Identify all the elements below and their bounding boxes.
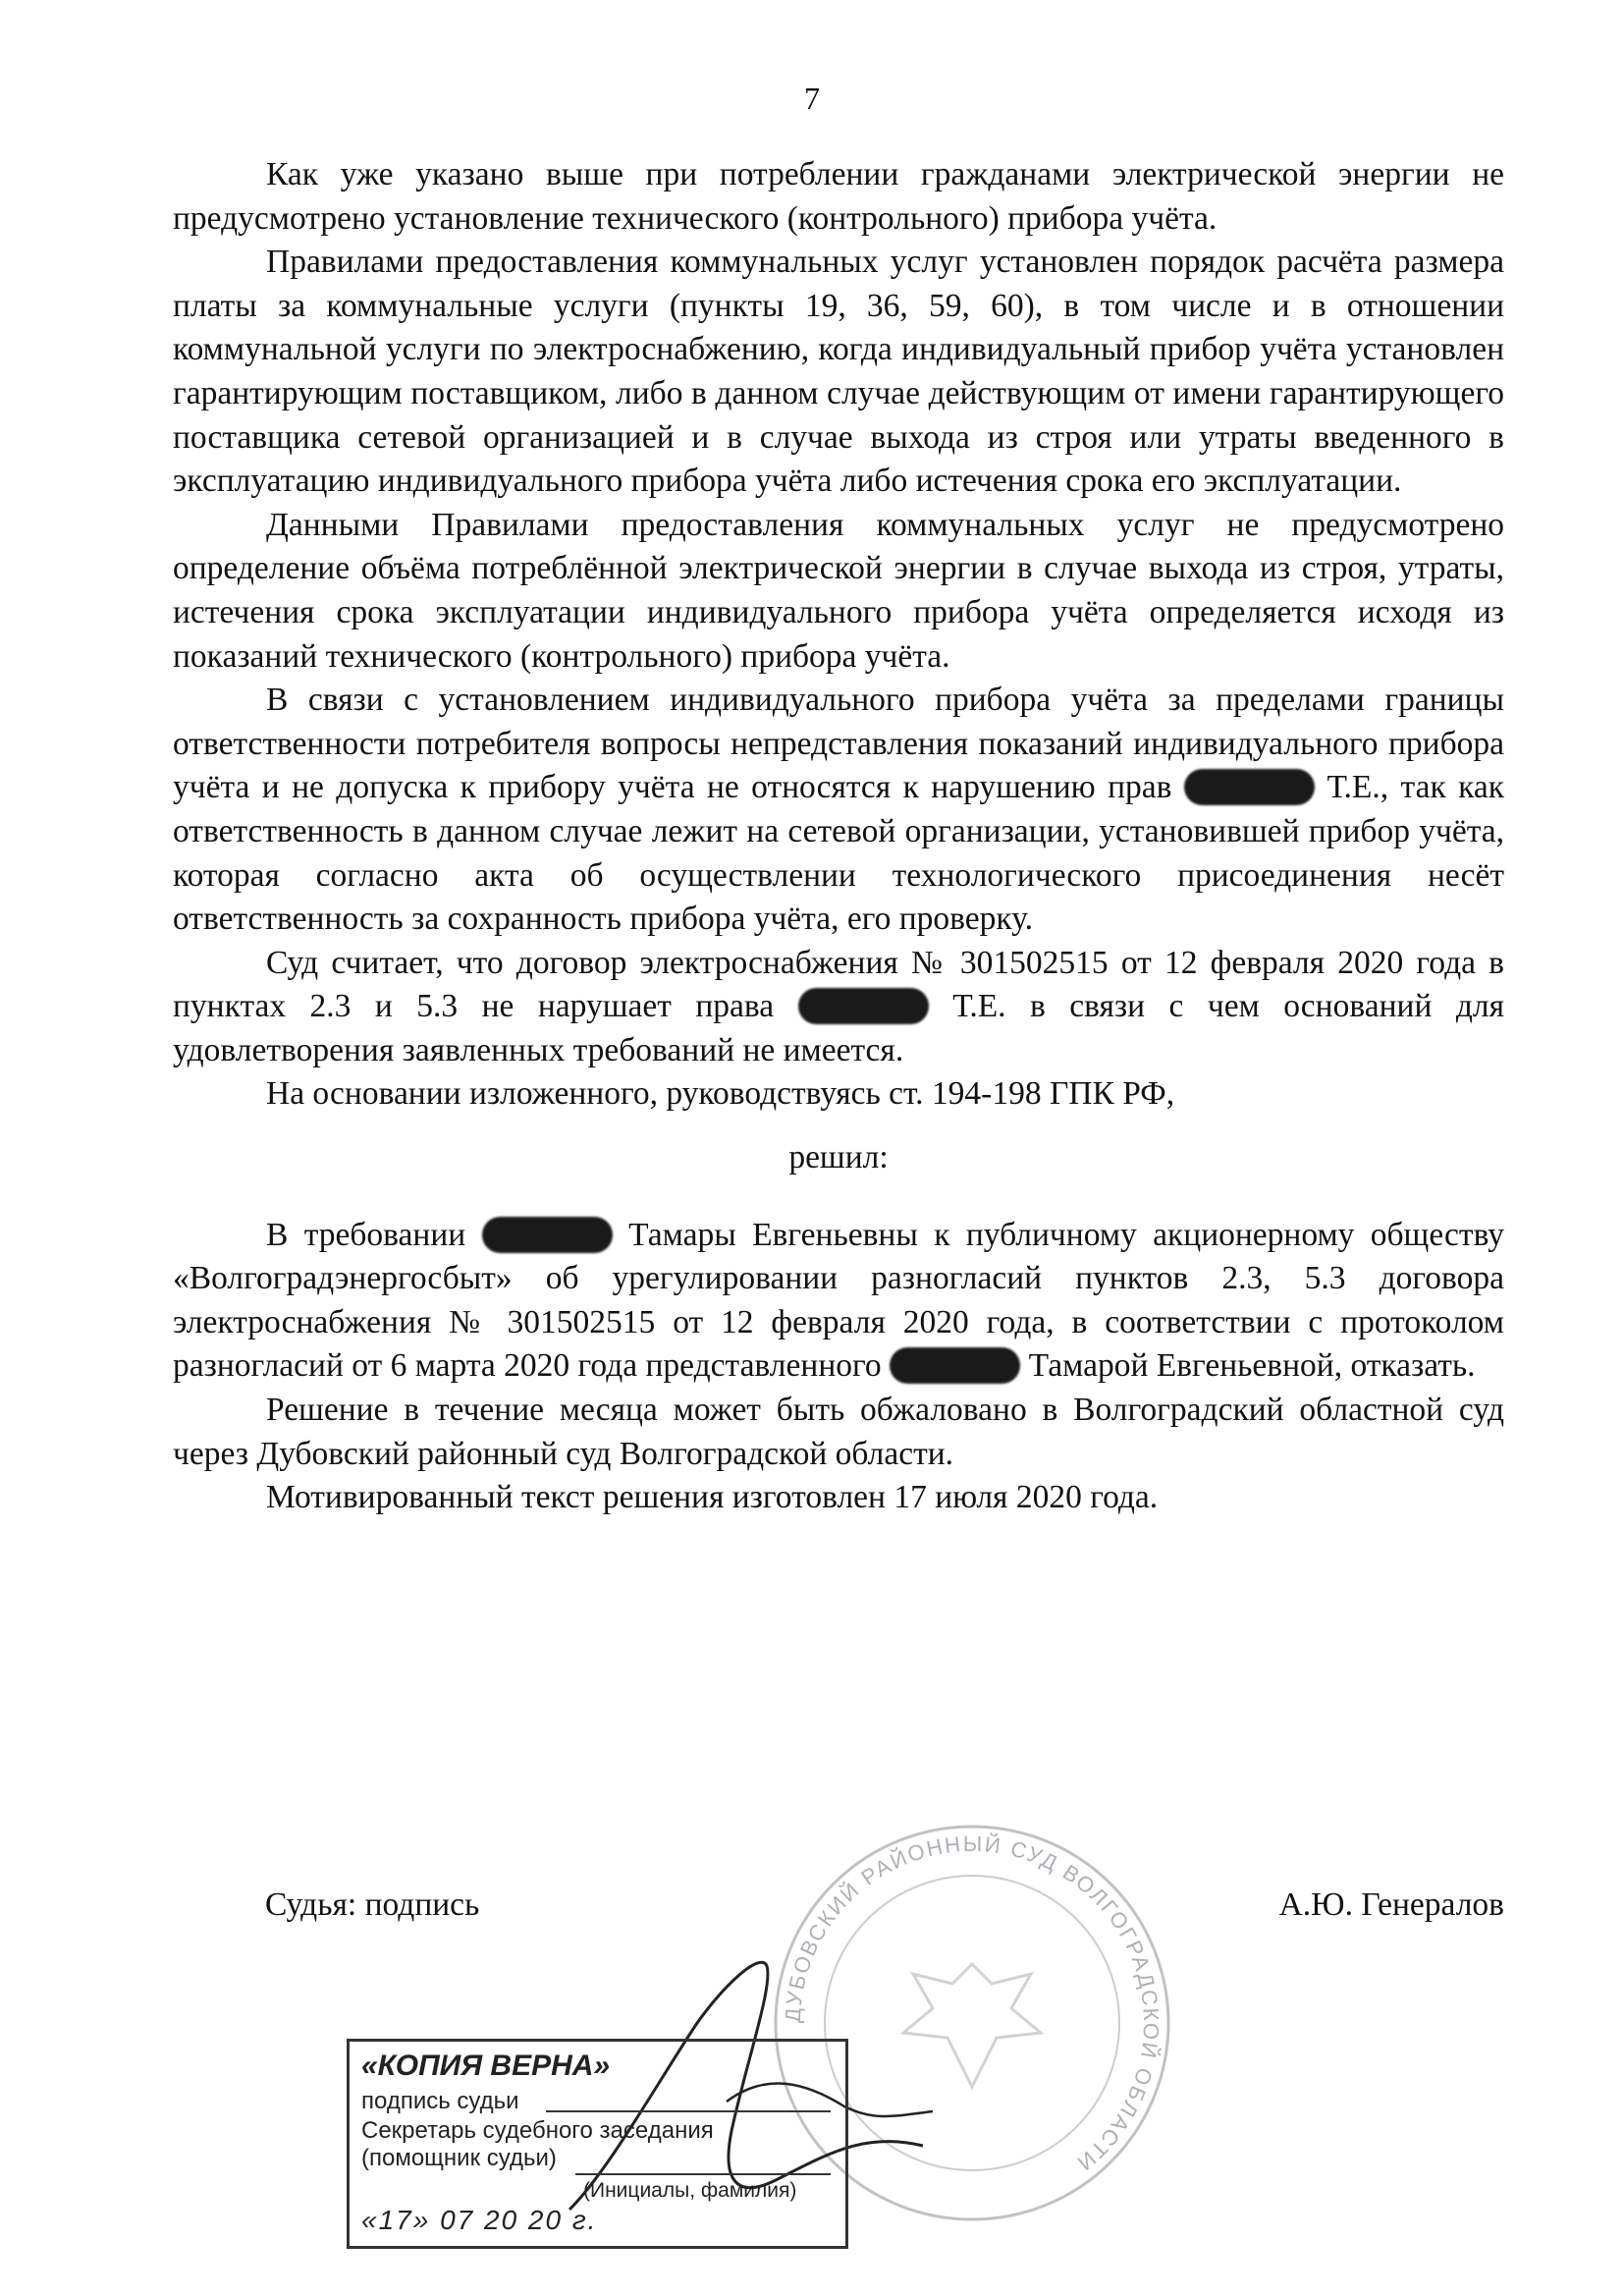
document-body bbox=[173, 153, 1504, 1520]
judge-name: А.Ю. Генералов bbox=[1278, 1886, 1504, 1923]
text-span: Т.Е., так как ответственность в данном случае лежит на сетевой организации, установившей прибор учёта, которая согласно акта об осуществлении технологического присоединения несёт ответственность за сохранность прибора учёта, его проверку. bbox=[173, 769, 1505, 938]
text-span: Т.Е. в связи с чем оснований для удовлетворения заявленных требований не имеется. bbox=[173, 988, 1505, 1068]
text-span: Суд считает, что договор электроснабжения № 301502515 от 12 февраля 2020 года в пунктах 2.3 и 5.3 не нарушает права bbox=[173, 944, 1504, 1025]
paragraph: Мотивированный текст решения изготовлен 17 июля 2020 года. bbox=[266, 1479, 1159, 1516]
redacted-name bbox=[482, 1217, 613, 1253]
paragraph: Решение в течение месяца может быть обжаловано в Волгоградский областной суд через Дубовский районный суд Волгоградской области. bbox=[173, 1392, 1504, 1472]
stamp-line: (помощник судьи) bbox=[361, 2145, 557, 2171]
redacted-name bbox=[1184, 769, 1315, 805]
paragraph: Правилами предоставления коммунальных услуг установлен порядок расчёта размера платы за коммунальные услуги (пункты 19, 36, 59, 60), в том числе и в отношении коммунальной услуги по электроснабжению, когда индивидуальный прибор учёта установлен гарантирующим поставщиком, либо в данном случае действующим от имени гарантирующего поставщика сетевой организацией и в случае выхода из строя или утраты введенного в эксплуатацию индивидуального прибора учёта либо истечения срока его эксплуатации. bbox=[173, 244, 1504, 500]
redacted-name bbox=[798, 988, 929, 1024]
stamp-title: «КОПИЯ ВЕРНА» bbox=[361, 2050, 611, 2082]
stamp-line: подпись судьи bbox=[361, 2088, 519, 2114]
paragraph: На основании изложенного, руководствуясь ст. 194-198 ГПК РФ, bbox=[266, 1075, 1175, 1113]
stamp-line: Секретарь судебного заседания bbox=[361, 2117, 714, 2144]
paragraph: Данными Правилами предоставления коммунальных услуг не предусмотрено определение объёма потреблённой электрической энергии в случае выхода из строя, утраты, истечения срока эксплуатации индивидуального прибора учёта определяется исходя из показаний технического (контрольного) прибора учёта. bbox=[173, 506, 1504, 675]
text-span: В требовании bbox=[266, 1216, 466, 1253]
stamp-rule bbox=[546, 2110, 831, 2112]
text-span: Тамарой Евгеньевной, отказать. bbox=[1028, 1347, 1476, 1385]
paragraph bbox=[173, 942, 1504, 1073]
page-number: 7 bbox=[804, 81, 820, 116]
stamp-initials: (Инициалы, фамилия) bbox=[583, 2179, 797, 2202]
decision-heading: решил: bbox=[788, 1139, 889, 1176]
copy-certified-stamp bbox=[347, 2039, 848, 2249]
seal-text: ДУБОВСКИЙ РАЙОННЫЙ СУД ВОЛГОГРАДСКОЙ ОБЛАСТИ bbox=[780, 1831, 1164, 2177]
paragraph bbox=[173, 1214, 1504, 1389]
paragraph: Как уже указано выше при потреблении гражданами электрической энергии не предусмотрено установление технического (контрольного) прибора учёта. bbox=[173, 156, 1504, 237]
paragraph bbox=[173, 679, 1504, 942]
text-span: Тамары Евгеньевны к публичному акционерному обществу «Волгоградэнергосбыт» об урегулировании разногласий пунктов 2.3, 5.3 договора электроснабжения № 301502515 от 12 февраля 2020 года, в соответствии с протоколом разногласий от 6 марта 2020 года представленного bbox=[173, 1216, 1504, 1385]
stamp-rule bbox=[575, 2173, 831, 2175]
redacted-name bbox=[890, 1347, 1020, 1384]
judge-label: Судья: подпись bbox=[265, 1886, 480, 1923]
stamp-date: «17» 07 20 20 г. bbox=[361, 2205, 598, 2235]
text-span: В связи с установлением индивидуального прибора учёта за пределами границы ответственности потребителя вопросы непредставления показаний индивидуального прибора учёта и не допуска к прибору учёта не относятся к нарушению прав bbox=[173, 682, 1504, 806]
